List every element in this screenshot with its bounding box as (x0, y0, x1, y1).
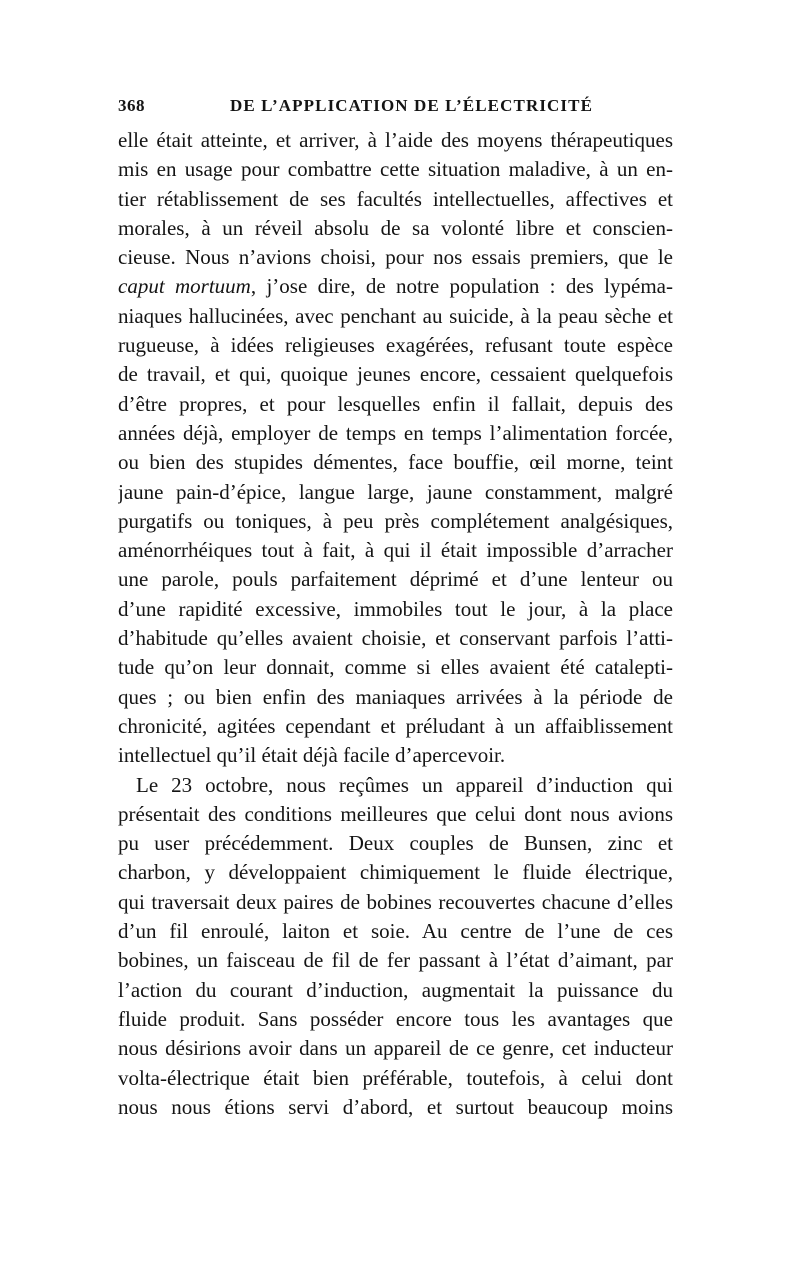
text-line: présentait des conditions meilleures que celui dont nous avions (118, 801, 673, 826)
text-line: d’une rapidité excessive, immobiles tout le jour, à la place (118, 596, 673, 621)
text-line: purgatifs ou toniques, à peu près complétement analgésiques, (118, 508, 673, 533)
paragraph-1 (118, 126, 673, 771)
text-line: nous nous étions servi d’abord, et surtout beaucoup moins (118, 1094, 673, 1119)
text-line: Le 23 octobre, nous reçûmes un appareil d’induction qui (136, 772, 673, 797)
text-line: intellectuel qu’il était déjà facile d’apercevoir. (118, 743, 506, 768)
text-line: qui traversait deux paires de bobines recouvertes chacune d’elles (118, 889, 673, 914)
text-line: pu user précédemment. Deux couples de Bunsen, zinc et (118, 831, 673, 856)
text-line: rugueuse, à idées religieuses exagérées, refusant toute espèce (118, 333, 673, 358)
text-line: tier rétablissement de ses facultés intellectuelles, affectives et (118, 186, 673, 211)
text-line: charbon, y développaient chimiquement le fluide électrique, (118, 860, 673, 885)
text-line: volta-électrique était bien préférable, toutefois, à celui dont (118, 1065, 673, 1090)
text-line: ou bien des stupides démentes, face bouffie, œil morne, teint (118, 450, 673, 475)
text-line: d’habitude qu’elles avaient choisie, et conservant parfois l’atti- (118, 626, 673, 651)
text-line: elle était atteinte, et arriver, à l’aide des moyens thérapeutiques (118, 128, 673, 152)
paragraph-2 (118, 771, 673, 1123)
book-page (118, 88, 673, 1122)
text-line: cieuse. Nous n’avions choisi, pour nos essais premiers, que le (118, 245, 673, 270)
body-text (118, 126, 673, 1122)
text-line: fluide produit. Sans posséder encore tous les avantages que (118, 1006, 673, 1031)
text-line: d’un fil enroulé, laiton et soie. Au centre de l’une de ces (118, 919, 673, 944)
text-line: nous désirions avoir dans un appareil de ce genre, cet inducteur (118, 1036, 673, 1061)
running-title: DE L’APPLICATION DE L’ÉLECTRICITÉ (230, 96, 594, 115)
text-line: ques ; ou bien enfin des maniaques arrivées à la période de (118, 684, 673, 709)
text-line: tude qu’on leur donnait, comme si elles avaient été catalepti- (118, 655, 673, 680)
text-line: une parole, pouls parfaitement déprimé et d’une lenteur ou (118, 567, 673, 592)
text-line: chronicité, agitées cependant et préludant à un affaiblissement (118, 713, 673, 738)
text-line-italic-start: caput mortuum, j’ose dire, de notre population : des lypéma- (118, 274, 673, 299)
text-line: aménorrhéiques tout à fait, à qui il était impossible d’arracher (118, 538, 673, 563)
text-line: mis en usage pour combattre cette situation maladive, à un en- (118, 157, 673, 182)
text-line: morales, à un réveil absolu de sa volonté libre et conscien- (118, 215, 673, 240)
text-line: de travail, et qui, quoique jeunes encore, cessaient quelquefois (118, 362, 673, 387)
text-line: d’être propres, et pour lesquelles enfin il fallait, depuis des (118, 391, 673, 416)
running-head (118, 88, 673, 124)
text-line: jaune pain-d’épice, langue large, jaune constamment, malgré (118, 479, 673, 504)
latin-phrase: caput mortuum (118, 274, 251, 299)
text-line: bobines, un faisceau de fil de fer passant à l’état d’aimant, par (118, 948, 673, 973)
page-number: 368 (118, 96, 145, 115)
text-line: l’action du courant d’induction, augmentait la puissance du (118, 977, 673, 1002)
text-line: années déjà, employer de temps en temps l’alimentation forcée, (118, 420, 673, 445)
text-line: niaques hallucinées, avec penchant au suicide, à la peau sèche et (118, 303, 673, 328)
